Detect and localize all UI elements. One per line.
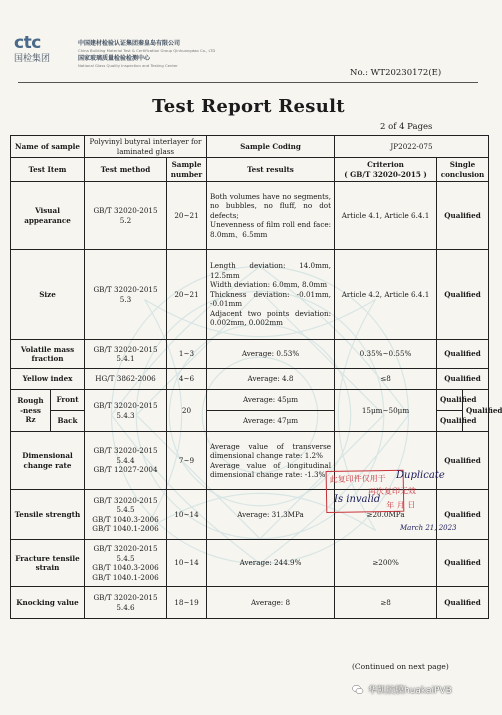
item-yellow-index: Yellow index: [11, 369, 85, 390]
method-cell: GB/T 32020-2015 5.4.3: [85, 390, 167, 432]
roughness-front-label: Front: [51, 390, 85, 411]
roughness-label-a: Rough: [17, 396, 44, 406]
results-cell: Average: 47μm: [207, 411, 335, 432]
result-line: Adjacent two points deviation: 0.002mm, 0.002mm: [210, 308, 332, 328]
criterion-cell: ≥20.0MPa: [335, 490, 437, 540]
criterion-cell: 15μm~50μm: [335, 390, 437, 432]
method-cell: [85, 432, 167, 490]
table-row: [11, 340, 489, 369]
result-line: Average value of transverse dimensional change rate: 1.2%: [210, 441, 332, 460]
method-line: GB/T 32020-2015 5.4.4: [93, 446, 158, 465]
method-cell: [85, 587, 167, 619]
conclusion-cell: Qualified: [437, 432, 489, 490]
method-cell: GB/T 32020-2015 5.3: [85, 250, 167, 340]
table-row: [11, 182, 489, 250]
result-line: Width deviation: 6.0mm, 8.0mm: [210, 280, 328, 290]
table-row: [11, 540, 489, 587]
header-test-method: Test method: [85, 158, 167, 182]
header-test-item: Test Item: [11, 158, 85, 182]
method-line: 5.4.5: [116, 553, 135, 563]
criterion-cell: Article 4.1, Article 6.4.1: [335, 182, 437, 250]
sample-number-cell: 4~6: [167, 369, 207, 390]
result-line: Thickness deviation: -0.01mm, -0.01mm: [210, 289, 332, 309]
sample-coding-value: JP2022-075: [335, 136, 489, 158]
table-header-row: [11, 158, 489, 182]
stamp-line1: 此复印件仅用于: [329, 474, 386, 484]
criterion-cell: ≤8: [335, 369, 437, 390]
results-cell: Average: 0.53%: [207, 340, 335, 369]
sample-number-cell: 10~14: [167, 540, 207, 587]
results-cell: Average: 31.3MPa: [207, 490, 335, 540]
item-size: Size: [11, 250, 85, 340]
sample-number-cell: 20: [167, 390, 207, 432]
method-cell: GB/T 32020-2015 5.4.1: [85, 340, 167, 369]
sample-info-row: [11, 136, 489, 158]
result-line: Unevenness of film roll end face: 8.0mm、6.5mm: [210, 220, 332, 239]
method-line: 5.4.6: [116, 602, 135, 612]
sample-number-cell: 7~9: [167, 432, 207, 490]
roughness-back-label: Back: [51, 411, 85, 432]
org-line1-en: China Building Material Test & Certification Group Qinhuangdao Co., LTD: [78, 48, 216, 53]
header-divider: [18, 82, 478, 83]
org-line2-en: National Glass Quality Inspection and Testing Center: [78, 63, 178, 68]
method-line: GB/T 1040.3-2006: [92, 563, 159, 572]
results-cell: Average: 244.9%: [207, 540, 335, 587]
criterion-cell: ≥200%: [335, 540, 437, 587]
criterion-cell: 0.35%~0.55%: [335, 340, 437, 369]
conclusion-cell: Qualified: [437, 182, 489, 250]
company-logo: [14, 34, 215, 68]
header-single-conclusion: Single conclusion: [437, 158, 489, 182]
item-dimensional-change-rate: Dimensional change rate: [11, 432, 85, 490]
name-of-sample-value: Polyvinyl butyral interlayer for laminated glass: [85, 136, 207, 158]
sample-number-cell: 18~19: [167, 587, 207, 619]
sample-coding-label: Sample Coding: [207, 136, 335, 158]
result-line: Average value of longitudinal dimensional change rate: -1.3%: [210, 460, 332, 479]
results-cell: [207, 182, 335, 250]
watermark-text: 华凯胶膜huakaiPVB: [368, 686, 452, 696]
method-line: 5.4.5: [116, 505, 135, 514]
handwritten-invalid: Is invalid: [334, 494, 381, 505]
item-tensile-strength: Tensile strength: [11, 490, 85, 540]
method-cell: HG/T 3862-2006: [85, 369, 167, 390]
handwritten-date: March 21, 2023: [400, 524, 457, 532]
method-line: GB/T 32020-2015: [93, 495, 158, 505]
header-test-results: Test results: [207, 158, 335, 182]
result-line: Length deviation: 14.0mm, 12.5mm: [210, 261, 332, 280]
criterion-cell: ≥8: [335, 587, 437, 619]
stamp-line2: 再次复印无效: [367, 486, 417, 497]
item-visual-appearance: Visual appearance: [11, 182, 85, 250]
results-table: [10, 135, 502, 619]
roughness-label-b: -ness: [20, 405, 41, 415]
criterion-label: Criterion: [367, 160, 404, 169]
method-cell: [85, 490, 167, 540]
sample-number-cell: 20~21: [167, 182, 207, 250]
method-line: GB/T 1040.1-2006: [92, 572, 159, 582]
org-line1: 中国建材检验认证集团秦皇岛有限公司: [78, 40, 181, 47]
conclusion-back: Qualified: [437, 411, 463, 432]
wechat-icon: [352, 684, 364, 695]
continued-note: (Continued on next page): [352, 662, 449, 671]
item-fracture-tensile-strain: Fracture tensile strain: [11, 540, 85, 587]
conclusion-cell: Qualified: [437, 587, 489, 619]
report-number: No.: WT20230172(E): [350, 68, 442, 78]
results-cell: [207, 432, 335, 490]
name-of-sample-label: Name of sample: [11, 136, 85, 158]
method-line: GB/T 1040.3-2006: [92, 514, 159, 524]
conclusion-cell: Qualified: [437, 490, 489, 540]
method-cell: [85, 540, 167, 587]
result-line: Both volumes have no segments, no bubbles, no fluff, no dot defects;: [210, 191, 332, 220]
item-knocking-value: Knocking value: [11, 587, 85, 619]
results-cell: [207, 250, 335, 340]
roughness-label-c: Rz: [25, 415, 36, 425]
logo-group-name: 国检集团: [14, 54, 51, 64]
method-line: GB/T 32020-2015: [93, 544, 158, 553]
method-cell: GB/T 32020-2015 5.2: [85, 182, 167, 250]
results-cell: Average: 8: [207, 587, 335, 619]
organization-name: [78, 40, 215, 68]
results-cell: Average: 4.8: [207, 369, 335, 390]
table-row: [11, 250, 489, 340]
page-count: 2 of 4 Pages: [380, 122, 433, 132]
sample-number-cell: 10~14: [167, 490, 207, 540]
logo-abbr: ctc: [14, 33, 41, 53]
sample-number-cell: 1~3: [167, 340, 207, 369]
sample-number-cell: 20~21: [167, 250, 207, 340]
criterion-cell: Article 4.2, Article 6.4.1: [335, 250, 437, 340]
conclusion-cell: Qualified: [437, 540, 489, 587]
table-row: [11, 369, 489, 390]
handwritten-duplicate: Duplicate: [396, 470, 445, 481]
conclusion-front: Qualified: [437, 390, 463, 411]
method-line: GB/T 32020-2015: [93, 593, 158, 602]
conclusion-cell: Qualified: [437, 250, 489, 340]
method-line: GB/T 1040.1-2006: [92, 524, 159, 533]
stamp-line3: 年 月 日: [386, 500, 416, 510]
table-row: [11, 587, 489, 619]
conclusion-single: Qualified: [463, 390, 489, 432]
header-criterion: [335, 158, 437, 182]
criterion-standard: ( GB/T 32020-2015 ): [344, 169, 427, 179]
conclusion-cell: Qualified: [437, 340, 489, 369]
item-roughness: [11, 390, 51, 432]
conclusion-cell: Qualified: [437, 369, 489, 390]
wechat-watermark: [352, 683, 452, 696]
org-line2: 国家玻璃质量检验检测中心: [78, 55, 151, 62]
header-sample-number: Sample number: [167, 158, 207, 182]
ctc-logo-mark: [14, 34, 72, 64]
results-cell: Average: 45μm: [207, 390, 335, 411]
item-volatile-mass-fraction: Volatile mass fraction: [11, 340, 85, 369]
page-title: Test Report Result: [152, 96, 345, 117]
method-line: GB/T 12027-2004: [93, 465, 158, 475]
table-row: [11, 390, 489, 411]
